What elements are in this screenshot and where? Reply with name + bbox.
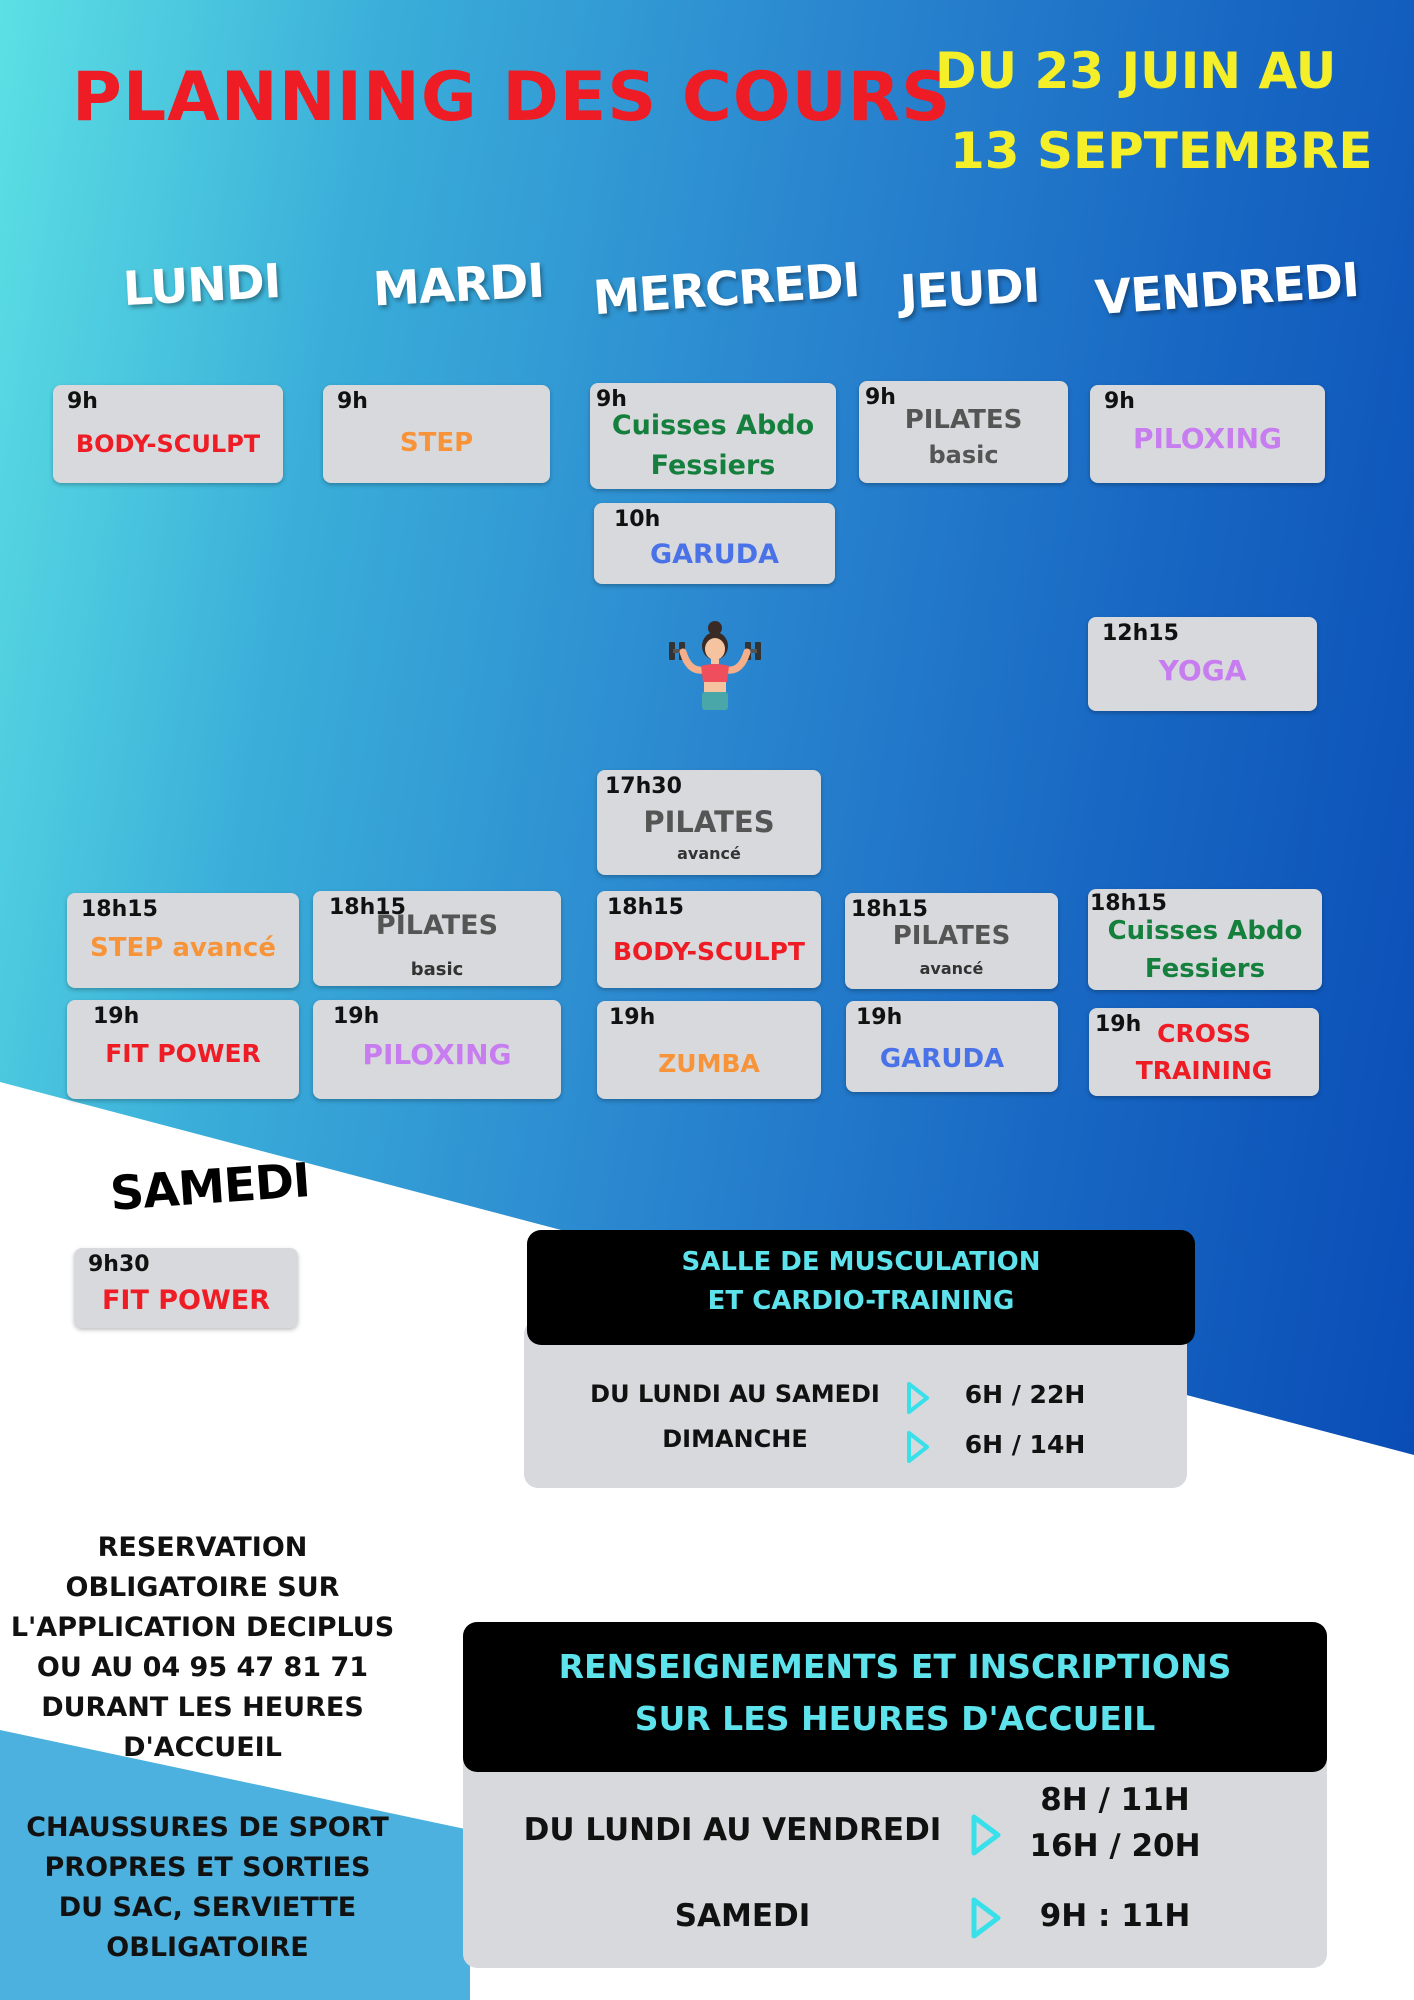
shoes-line: OBLIGATOIRE: [106, 1932, 309, 1963]
class-name-line1: CROSS: [1157, 1019, 1251, 1048]
class-name: PILOXING: [362, 1038, 512, 1071]
class-card-mardi-18h15[interactable]: [313, 891, 561, 986]
day-mardi: MARDI: [371, 253, 546, 318]
play-arrow-icon: [906, 1430, 930, 1464]
class-card-vendredi-19h[interactable]: [1089, 1008, 1319, 1096]
class-level: basic: [410, 959, 464, 980]
reservation-line: OU AU 04 95 47 81 71: [36, 1652, 369, 1683]
class-card-mercredi-19h[interactable]: [597, 1001, 821, 1099]
class-card-jeudi-19h[interactable]: [846, 1001, 1058, 1092]
class-card-mercredi-9h[interactable]: [590, 383, 836, 489]
musculation-header: [527, 1230, 1195, 1345]
class-card-mercredi-10h[interactable]: [594, 503, 835, 584]
musculation-row2-label: DIMANCHE: [662, 1425, 808, 1453]
musculation-row1-label: DU LUNDI AU SAMEDI: [590, 1380, 880, 1408]
play-arrow-icon: [906, 1381, 930, 1415]
class-name: STEP avancé: [90, 933, 276, 963]
class-card-vendredi-12h15[interactable]: [1088, 617, 1317, 711]
class-card-vendredi-18h15[interactable]: [1088, 889, 1322, 990]
musculation-row1-hours: 6H / 22H: [964, 1380, 1086, 1409]
renseignements-row2-label: SAMEDI: [674, 1898, 811, 1934]
class-time: 19h: [856, 1005, 903, 1030]
renseignements-title-line2: SUR LES HEURES D'ACCUEIL: [634, 1699, 1156, 1738]
class-name: GARUDA: [649, 539, 780, 570]
shoes-note: [20, 1808, 395, 1968]
class-card-mercredi-18h15[interactable]: [597, 891, 821, 988]
date-range-line2: 13 SEPTEMBRE: [950, 122, 1373, 180]
class-name: BODY-SCULPT: [75, 430, 261, 458]
class-time: 18h15: [329, 895, 406, 920]
class-card-mercredi-17h30[interactable]: [597, 770, 821, 875]
class-time: 9h: [865, 385, 896, 410]
class-card-samedi-9h30[interactable]: [74, 1248, 298, 1328]
class-time: 9h: [337, 389, 368, 414]
renseignements-title-line1: RENSEIGNEMENTS ET INSCRIPTIONS: [558, 1647, 1232, 1686]
class-card-mardi-19h[interactable]: [313, 1000, 561, 1099]
reservation-note: [10, 1528, 395, 1768]
class-card-mardi-9h[interactable]: [323, 385, 550, 483]
reservation-line: OBLIGATOIRE SUR: [65, 1572, 340, 1603]
class-card-jeudi-9h[interactable]: [859, 381, 1068, 483]
renseignements-header: [463, 1622, 1327, 1772]
class-time: 19h: [333, 1004, 380, 1029]
class-name-line2: Fessiers: [650, 450, 776, 481]
class-card-vendredi-9h[interactable]: [1090, 385, 1325, 483]
shoes-line: CHAUSSURES DE SPORT: [26, 1812, 389, 1843]
class-time: 19h: [1095, 1012, 1142, 1037]
renseignements-row1-hours1: 8H / 11H: [1040, 1782, 1190, 1818]
class-card-lundi-18h15[interactable]: [67, 893, 299, 988]
class-name: PILATES: [643, 805, 775, 839]
class-time: 19h: [609, 1005, 656, 1030]
class-time: 17h30: [605, 774, 682, 799]
shoes-line: PROPRES ET SORTIES: [44, 1852, 371, 1883]
reservation-line: L'APPLICATION DECIPLUS: [10, 1612, 395, 1643]
class-level: avancé: [919, 959, 984, 978]
date-range-line1: DU 23 JUIN AU: [935, 42, 1337, 100]
class-level: basic: [928, 441, 999, 469]
class-time: 18h15: [851, 897, 928, 922]
reservation-line: DURANT LES HEURES: [41, 1692, 364, 1723]
renseignements-row2-hours: 9H : 11H: [1039, 1898, 1191, 1934]
class-card-lundi-19h[interactable]: [67, 1000, 299, 1099]
class-name: PILATES: [904, 405, 1023, 435]
class-name: BODY-SCULPT: [612, 937, 805, 966]
class-time: 9h30: [88, 1252, 150, 1277]
class-time: 19h: [93, 1004, 140, 1029]
play-arrow-icon: [970, 1896, 1002, 1940]
class-time: 18h15: [81, 897, 158, 922]
class-time: 18h15: [607, 895, 684, 920]
day-mercredi: MERCREDI: [591, 252, 861, 327]
renseignements-row1-label: DU LUNDI AU VENDREDI: [523, 1812, 942, 1848]
class-card-jeudi-18h15[interactable]: [845, 893, 1058, 989]
reservation-line: RESERVATION: [97, 1532, 308, 1563]
class-name: PILATES: [375, 910, 499, 941]
class-name: FIT POWER: [101, 1285, 271, 1316]
play-arrow-icon: [970, 1813, 1002, 1857]
day-jeudi: JEUDI: [898, 258, 1041, 321]
musculation-row2-hours: 6H / 14H: [964, 1430, 1086, 1459]
class-time: 10h: [614, 507, 661, 532]
shoes-line: DU SAC, SERVIETTE: [58, 1892, 357, 1923]
class-name-line1: Cuisses Abdo: [1107, 916, 1303, 946]
class-name: YOGA: [1158, 654, 1247, 687]
day-samedi: SAMEDI: [108, 1153, 312, 1222]
class-name-line1: Cuisses Abdo: [611, 410, 815, 441]
class-card-lundi-9h[interactable]: [53, 385, 283, 483]
reservation-line: D'ACCUEIL: [123, 1732, 282, 1763]
class-name: ZUMBA: [658, 1049, 760, 1078]
class-name: FIT POWER: [105, 1039, 261, 1068]
class-level: avancé: [677, 844, 741, 863]
class-name: STEP: [399, 428, 474, 458]
class-time: 18h15: [1090, 891, 1167, 916]
day-lundi: LUNDI: [121, 253, 282, 318]
class-time: 9h: [1104, 389, 1135, 414]
class-name-line2: TRAINING: [1135, 1056, 1273, 1085]
class-name: PILOXING: [1132, 422, 1282, 455]
class-time: 12h15: [1102, 621, 1179, 646]
class-time: 9h: [596, 387, 627, 412]
page-title: PLANNING DES COURS: [72, 58, 952, 137]
renseignements-row1-hours2: 16H / 20H: [1029, 1828, 1201, 1864]
class-name-line2: Fessiers: [1144, 954, 1266, 984]
musculation-title-line1: SALLE DE MUSCULATION: [681, 1247, 1041, 1277]
day-vendredi: VENDREDI: [1093, 252, 1361, 327]
woman-with-dumbbells-icon: [665, 620, 765, 712]
class-name: PILATES: [892, 921, 1011, 951]
musculation-title-line2: ET CARDIO-TRAINING: [707, 1286, 1015, 1316]
class-time: 9h: [67, 389, 98, 414]
class-name: GARUDA: [879, 1044, 1005, 1074]
